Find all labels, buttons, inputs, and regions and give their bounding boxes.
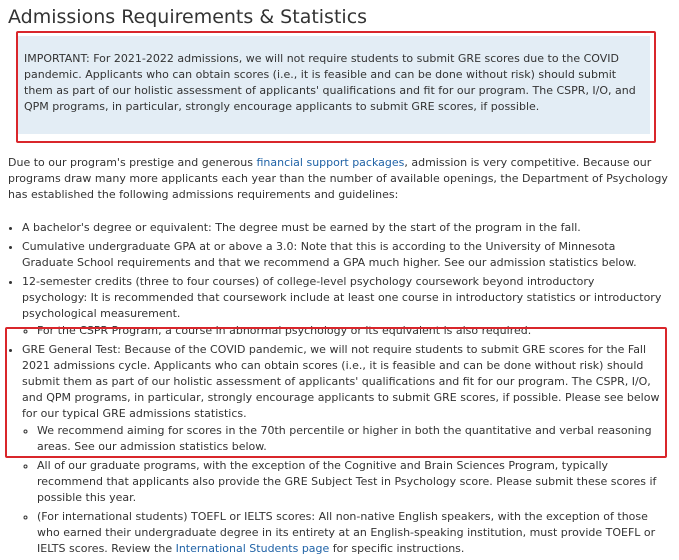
- requirement-degree: • A bachelor's degree or equivalent: The degree must be earned by the start of the program in the fall.: [22, 220, 662, 236]
- gre-subject-test-note: ◦ All of our graduate programs, with the exception of the Cognitive and Brain Sciences Program, typically recommend that applicants also provide the GRE Subject Test in Psychology score. Please submit these scores if possible this year.: [37, 458, 662, 506]
- international-scores-note: [37, 509, 662, 557]
- international-scores-end: for specific instructions.: [329, 542, 465, 555]
- requirement-gpa: • Cumulative undergraduate GPA at or above a 3.0: Note that this is according to the University of Minnesota Graduate School requirements and that we recommend a GPA much higher. See our admission statistics below.: [22, 239, 662, 271]
- notice-line-1: IMPORTANT: For 2021-2022 admissions, we will not require students to submit GRE scores due to the COVID: [24, 52, 619, 65]
- international-students-link[interactable]: International Students page: [175, 542, 330, 555]
- notice-highlight-box: [16, 31, 656, 143]
- international-scores-text: (For international students) TOEFL or IELTS scores: All non-native English speakers, with the exception of those who earned their undergraduate degree in its entirety at an English-speaking institution, must provide TOEFL or IELTS scores. Review the: [37, 510, 656, 555]
- requirement-coursework-text: 12-semester credits (three to four courses) of college-level psychology coursework beyond introductory psychology: It is recommended that coursework include at least one course in introductory statistics or introductory psychological measurement.: [22, 275, 662, 320]
- notice-body: pandemic. Applicants who can obtain scores (i.e., it is feasible and can be done without risk) should submit them as part of our holistic assessment of applicants' qualifications and fit for our program. The CSPR, I/O, and QPM programs, in particular, strongly encourage applicants to submit GRE scores, if possible.: [24, 68, 636, 113]
- intro-text-start: Due to our program's prestige and generous: [8, 156, 257, 169]
- requirement-gre-text: GRE General Test: Because of the COVID pandemic, we will not require students to submit GRE scores for the Fall 2021 admissions cycle. Applicants who can obtain scores (i.e., it is feasible and can be done without risk) should submit them as part of our holistic assessment of applicants' qualifications and fit for our program. The CSPR, I/O, and QPM programs, in particular, strongly encourage applicants to submit GRE scores, if possible. Please see below for our typical GRE admissions statistics.: [22, 343, 660, 420]
- financial-support-link[interactable]: financial support packages: [256, 156, 405, 169]
- coursework-cspr-note: ◦ For the CSPR Program, a course in abnormal psychology or its equivalent is also required.: [37, 323, 662, 339]
- page-title: Admissions Requirements & Statistics: [8, 6, 368, 28]
- intro-text-end: , admission is very competitive. Because our programs draw many more applicants each year than the number of available openings, the Department of Psychology has established the following admissions requirements and guidelines:: [8, 156, 668, 201]
- gre-highlight-box: [5, 327, 667, 458]
- intro-paragraph: [8, 155, 670, 203]
- gre-percentile-note: ◦ We recommend aiming for scores in the 70th percentile or higher in both the quantitative and verbal reasoning areas. See our admission statistics below.: [37, 423, 662, 455]
